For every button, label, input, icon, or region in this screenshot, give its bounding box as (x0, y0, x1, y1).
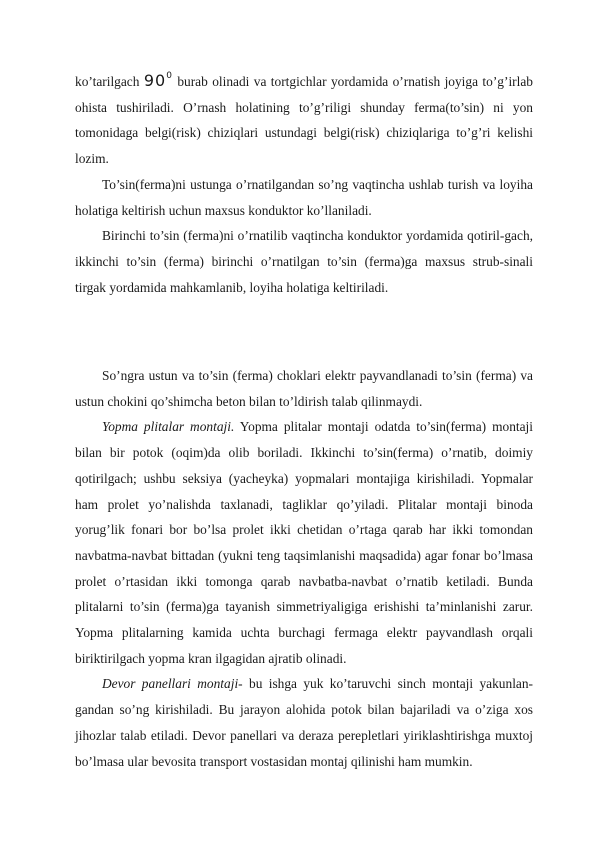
paragraph-devor-panellari (75, 671, 533, 774)
paragraph-birinchi: Birinchi to’sin (ferma)ni o’rnatilib vaqtincha konduktor yordamida qotiril-gach, ikkinchi to’sin (ferma) birinchi o’rnatilgan to’sin (ferma)ga maxsus strub-sinali tirgak yordamida mahkamlanib, loyiha holatiga keltiriladi. (75, 228, 533, 295)
text-block-bottom (75, 363, 533, 774)
paragraph-konduktor: To’sin(ferma)ni ustunga o’rnatilgandan so’ng vaqtincha ushlab turish va loyiha holatiga keltirish uchun maxsus konduktor ko’llaniladi. (75, 176, 533, 218)
paragraph-heading: Devor panellari montaji- (102, 676, 243, 692)
angle-number: 90 (143, 71, 167, 90)
paragraph-text: ko’tarilgach (75, 74, 140, 89)
paragraph-heading: Yopma plitalar montaji. (102, 419, 235, 435)
text-block-top (75, 64, 533, 300)
paragraph-text: burab olinadi va tortgichlar yordamida o’rnatish joyiga to’g’irlab ohista tushiriladi. O’rnash holatining to’g’riligi shunday ferma(to’sin) ni yon tomonidaga belgi(risk) chiziqlari ustundagi belgi(risk) chiziqlariga to’g’ri kelishi lozim. (75, 74, 533, 167)
angle-superscript: 0 (166, 71, 173, 81)
paragraph-continuation (75, 64, 533, 172)
paragraph-choklar: So’ngra ustun va to’sin (ferma) choklari elektr payvandlanadi to’sin (ferma) va ustun chokini qo’shimcha beton bilan to’ldirish talab qilinmaydi. (75, 368, 533, 409)
paragraph-text: bu ishga yuk ko’taruvchi sinch montaji yakunlan-gandan so’ng kirishiladi. Bu jarayon alohida potok bilan bajariladi va o’ziga xos jihozlar talab etiladi. Devor panellari va deraza perepletlari yiriklashtirishga muxtoj bo’lmasa ular bevosita transport vostasidan montaj qilinishi ham mumkin. (75, 676, 534, 769)
angle-value (144, 71, 173, 90)
paragraph-yopma-plitalar (75, 414, 533, 671)
paragraph-text: Yopma plitalar montaji odatda to’sin(ferma) montaji bilan bir potok (oqim)da olib boriladi. Ikkinchi to’sin(ferma) o’rnatib, doimiy qotirilgach; ushbu seksiya (yacheyka) yopmalari montajiga kirishiladi. Yopmalar ham prolet yo’nalishda taxlanadi, tagliklar qo’yiladi. Plitalar montaji binoda yorug’lik fonari bor bo’lsa prolet ikki chetidan o’rtaga qarab har ikki tomondan navbatma-navbat bittadan (yukni teng taqsimlanishi maqsadida) agar fonar bo’lmasa prolet o’rtasidan ikki tomonga qarab navbatba-navbat o’rnatib ketiladi. Bunda plitalarni to’sin (ferma)ga tayanish simmetriyaligiga erishishi ta’minlanishi zarur. Yopma plitalarning kamida uchta burchagi fermaga elektr payvandlash orqali biriktirilgach yopma kran ilgagidan ajratib olinadi. (75, 419, 533, 666)
